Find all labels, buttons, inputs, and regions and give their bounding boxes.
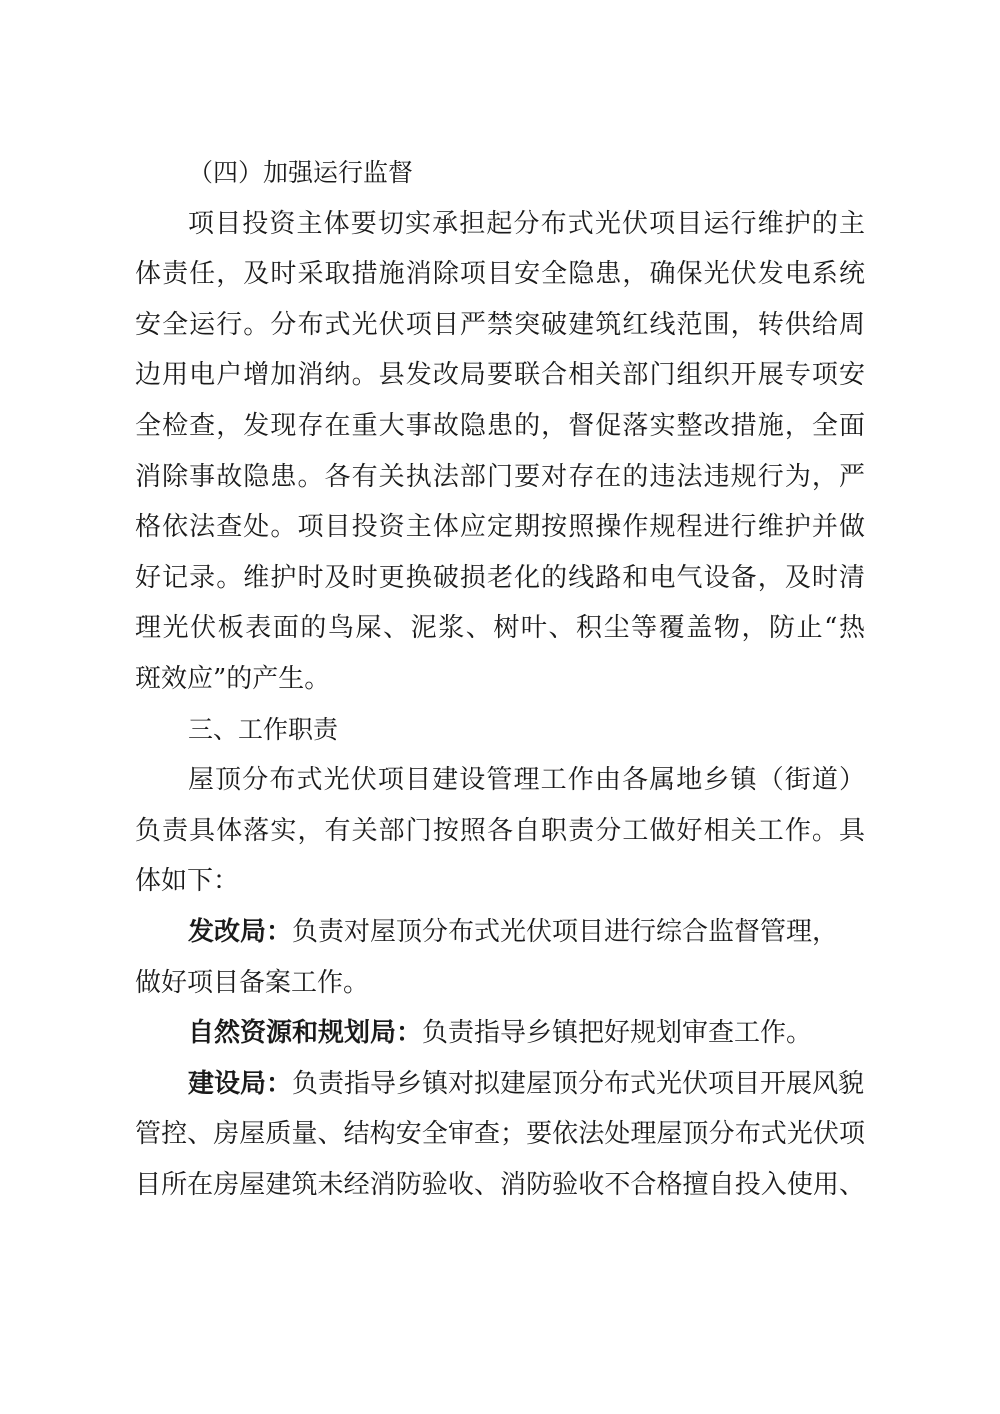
paragraph-line: 好记录。维护时及时更换破损老化的线路和电气设备，及时清 bbox=[135, 562, 865, 593]
ziran-text: 负责指导乡镇把好规划审查工作。 bbox=[422, 1018, 813, 1049]
paragraph-line: 体如下： bbox=[135, 866, 240, 897]
paragraph-line: 消除事故隐患。各有关执法部门要对存在的违法违规行为，严 bbox=[135, 461, 865, 492]
paragraph-line: 全检查，发现存在重大事故隐患的，督促落实整改措施，全面 bbox=[135, 410, 865, 441]
jianshe-text: 负责指导乡镇对拟建屋顶分布式光伏项目开展风貌 bbox=[292, 1068, 865, 1099]
ziran-label: 自然资源和规划局： bbox=[188, 1018, 423, 1049]
paragraph-line: 安全运行。分布式光伏项目严禁突破建筑红线范围，转供给周 bbox=[135, 309, 865, 340]
fagaiju-label: 发改局： bbox=[188, 916, 293, 947]
paragraph-line: 斑效应”的产生。 bbox=[135, 663, 331, 694]
section-heading-four: （四）加强运行监督 bbox=[188, 158, 414, 187]
fagaiju-paragraph bbox=[135, 907, 865, 958]
paragraph-line: 做好项目备案工作。 bbox=[135, 967, 370, 998]
paragraph-line: 边用电户增加消纳。县发改局要联合相关部门组织开展专项安 bbox=[135, 360, 865, 391]
jianshe-label: 建设局： bbox=[188, 1068, 293, 1099]
paragraph-line: 体责任，及时采取措施消除项目安全隐患，确保光伏发电系统 bbox=[135, 259, 865, 290]
jianshe-paragraph bbox=[135, 1059, 865, 1110]
paragraph-line: 负责具体落实，有关部门按照各自职责分工做好相关工作。具 bbox=[135, 815, 865, 846]
paragraph-line: 格依法查处。项目投资主体应定期按照操作规程进行维护并做 bbox=[135, 512, 865, 543]
paragraph-line: 项目投资主体要切实承担起分布式光伏项目运行维护的主 bbox=[188, 208, 865, 239]
document-page bbox=[135, 148, 865, 1210]
paragraph-line: 屋顶分布式光伏项目建设管理工作由各属地乡镇（街道） bbox=[188, 765, 865, 796]
paragraph-line: 管控、房屋质量、结构安全审查；要依法处理屋顶分布式光伏项 bbox=[135, 1119, 865, 1150]
section-heading-three: 三、工作职责 bbox=[188, 714, 339, 744]
paragraph-line: 目所在房屋建筑未经消防验收、消防验收不合格擅自投入使用、 bbox=[135, 1169, 865, 1200]
paragraph-line: 理光伏板表面的鸟屎、泥浆、树叶、积尘等覆盖物，防止“热 bbox=[135, 613, 865, 644]
fagaiju-text: 负责对屋顶分布式光伏项目进行综合监督管理， bbox=[292, 916, 839, 947]
ziran-paragraph bbox=[135, 1008, 865, 1059]
